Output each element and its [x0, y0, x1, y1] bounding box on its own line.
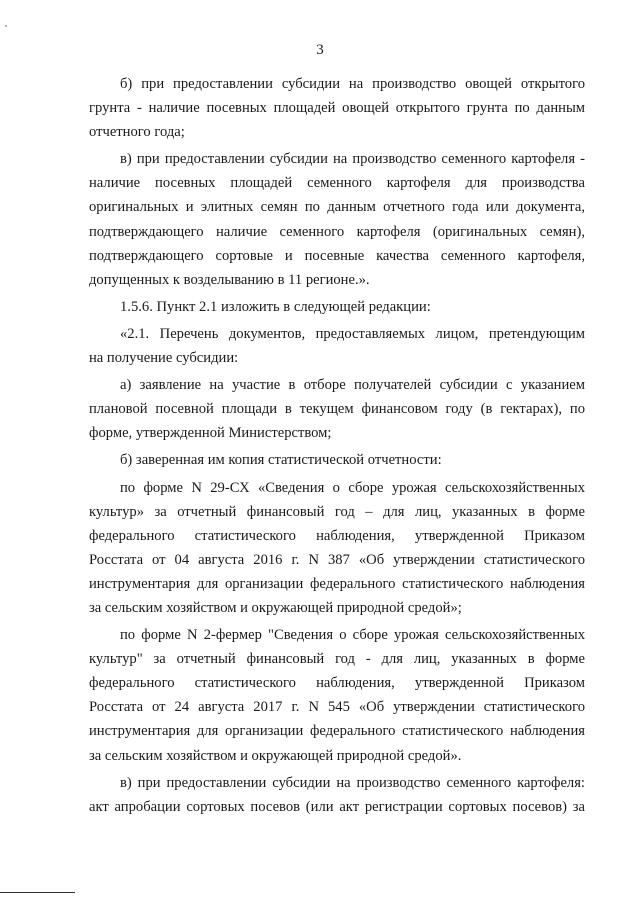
text-line: 1.5.6. Пункт 2.1 изложить в следующей редакции: — [120, 298, 431, 315]
page-number: 3 — [316, 42, 324, 58]
text-line: инструментария для организации федерального статистического наблюдения — [89, 575, 585, 592]
text-line: грунта - наличие посевных площадей овощей открытого грунта по данным — [89, 100, 585, 117]
text-line: «2.1. Перечень документов, предоставляемых лицом, претендующим — [120, 325, 585, 342]
footnote-rule — [0, 892, 75, 893]
paragraph — [89, 147, 585, 292]
text-line: б) при предоставлении субсидии на производство овощей открытого — [120, 76, 585, 92]
text-line: по форме N 2-фермер "Сведения о сборе урожая сельскохозяйственных — [120, 627, 585, 644]
text-line: форме, утвержденной Министерством; — [89, 425, 332, 442]
text-line: в) при предоставлении субсидии на производство семенного картофеля - — [120, 151, 585, 168]
text-line: федерального статистического наблюдения, утвержденной Приказом — [89, 527, 585, 544]
text-line: за сельским хозяйством и окружающей природной средой». — [89, 747, 462, 764]
text-line: Росстата от 04 августа 2016 г. N 387 «Об утверждении статистического — [89, 551, 585, 568]
text-line: культур» за отчетный финансовый год – для лиц, указанных в форме — [89, 503, 585, 520]
paragraph — [89, 72, 585, 144]
text-line: плановой посевной площади в текущем финансовом году (в гектарах), по — [89, 401, 585, 418]
text-line: отчетного года; — [89, 124, 185, 141]
text-line: за сельским хозяйством и окружающей природной средой»; — [89, 599, 462, 616]
paragraph — [89, 476, 585, 621]
text-line: культур" за отчетный финансовый год - для лиц, указанных в форме — [89, 651, 585, 668]
text-line: допущенных к возделыванию в 11 регионе.». — [89, 271, 370, 288]
paragraph — [89, 623, 585, 768]
text-line: в) при предоставлении субсидии на производство семенного картофеля: — [120, 774, 585, 791]
text-line: подтверждающего сортовые и посевные качества семенного картофеля, — [89, 247, 585, 264]
paragraph — [89, 448, 585, 472]
scan-speck — [5, 25, 7, 27]
paragraph — [89, 322, 585, 370]
text-line: на получение субсидии: — [89, 350, 239, 367]
text-line: акт апробации сортовых посевов (или акт регистрации сортовых посевов) за — [89, 798, 585, 815]
paragraph — [89, 771, 585, 819]
text-line: инструментария для организации федерального статистического наблюдения — [89, 723, 585, 740]
text-line: б) заверенная им копия статистической отчетности: — [120, 452, 442, 469]
text-line: а) заявление на участие в отборе получателей субсидии с указанием — [120, 377, 585, 394]
paragraph — [89, 295, 585, 319]
document-body — [89, 72, 585, 822]
text-line: оригинальных и элитных семян по данным отчетного года или документа, — [89, 199, 585, 216]
text-line: федерального статистического наблюдения, утвержденной Приказом — [89, 675, 585, 692]
text-line: подтверждающего наличие семенного картофеля (оригинальных семян), — [89, 223, 585, 240]
text-line: Росстата от 24 августа 2017 г. N 545 «Об утверждении статистического — [89, 699, 585, 716]
paragraph — [89, 373, 585, 445]
text-line: по форме N 29-СХ «Сведения о сборе урожая сельскохозяйственных — [120, 479, 585, 496]
text-line: наличие посевных площадей семенного картофеля для производства — [89, 175, 585, 192]
